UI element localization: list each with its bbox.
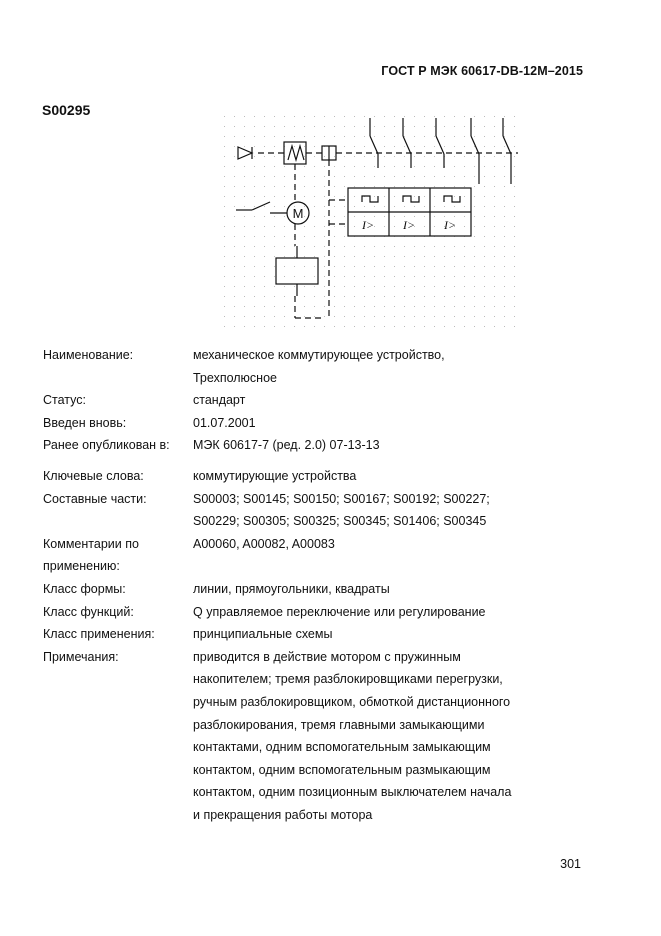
field-label: Составные части: (43, 491, 147, 506)
pole-3-blade (436, 136, 444, 154)
symbol-code: S00295 (42, 102, 91, 118)
field-label: Наименование: (43, 348, 134, 362)
field-form-class (43, 578, 603, 601)
field-label (43, 533, 193, 578)
field-label: Ранее опубликован в: (43, 438, 170, 453)
overcurrent-label-1: I> (361, 218, 375, 232)
field-value: A00060, A00082, A00083 (193, 536, 335, 551)
page-number: 301 (560, 857, 581, 871)
field-label: Примечания: (43, 649, 119, 664)
field-previously-published (43, 434, 603, 457)
thermal-element-2 (403, 196, 419, 202)
field-notes (43, 646, 603, 827)
field-function-class (43, 601, 603, 624)
field-introduced (43, 412, 603, 435)
field-label: Ключевые слова: (43, 468, 144, 483)
arrow-head (238, 147, 252, 159)
fields-list (43, 344, 603, 826)
field-application-comments (43, 533, 603, 578)
field-value-line: контактом, одним позиционным выключателем начала (193, 785, 512, 800)
thermal-element-3 (444, 196, 460, 202)
field-value: Q управляемое переключение или регулирование (193, 604, 486, 619)
symbol-diagram (218, 110, 518, 332)
spring-zigzag (288, 146, 304, 160)
field-name (43, 344, 603, 389)
field-value-line: контактом, одним вспомогательным размыкающим (193, 762, 491, 777)
spring-storage-box (284, 142, 306, 164)
field-value: коммутирующие устройства (193, 468, 357, 483)
field-value: принципиальные схемы (193, 627, 333, 642)
field-value-line: накопителем; тремя разблокировщиками перегрузки, (193, 672, 503, 687)
field-label: Статус: (43, 393, 86, 408)
field-value: линии, прямоугольники, квадраты (193, 581, 390, 596)
header-standard-title: ГОСТ Р МЭК 60617-DB-12M–2015 (381, 64, 583, 78)
field-value-line: контактами, одним вспомогательным замыкающим (193, 740, 491, 755)
field-value (193, 488, 603, 533)
field-label: Класс применения: (43, 627, 155, 642)
field-value-line: приводится в действие мотором с пружинным (193, 649, 461, 664)
field-value-line: S00003; S00145; S00150; S00167; S00192; S00227; (193, 491, 490, 506)
field-components (43, 488, 603, 533)
field-value: стандарт (193, 393, 246, 408)
field-value-line: Трехполюсное (193, 370, 277, 385)
field-label: Введен вновь: (43, 415, 127, 430)
overcurrent-label-3: I> (443, 218, 457, 232)
overcurrent-label-2: I> (402, 218, 416, 232)
field-keywords (43, 465, 603, 488)
field-value-line: S00229; S00305; S00325; S00345; S01406; S00345 (193, 514, 487, 529)
field-application-class (43, 623, 603, 646)
remote-release-coil (276, 258, 318, 284)
field-label-line: Комментарии по (43, 536, 139, 551)
field-label-line: применению: (43, 559, 120, 574)
motor-label: M (292, 206, 304, 221)
field-value (193, 646, 603, 827)
pole-2-blade (403, 136, 411, 154)
field-value-line: механическое коммутирующее устройство, (193, 348, 445, 362)
pole-1-blade (370, 136, 378, 154)
field-value-line: и прекращения работы мотора (193, 807, 373, 822)
field-value-line: ручным разблокировщиком, обмоткой дистанционного (193, 694, 511, 709)
field-value-line: разблокирования, тремя главными замыкающими (193, 717, 485, 732)
field-status (43, 389, 603, 412)
field-value (193, 344, 603, 389)
field-label: Класс формы: (43, 581, 126, 596)
aux-2-blade (503, 136, 511, 154)
field-value: 01.07.2001 (193, 415, 256, 430)
field-value: МЭК 60617-7 (ред. 2.0) 07-13-13 (193, 438, 380, 453)
field-label: Класс функций: (43, 604, 134, 619)
aux-1-blade (471, 136, 479, 154)
